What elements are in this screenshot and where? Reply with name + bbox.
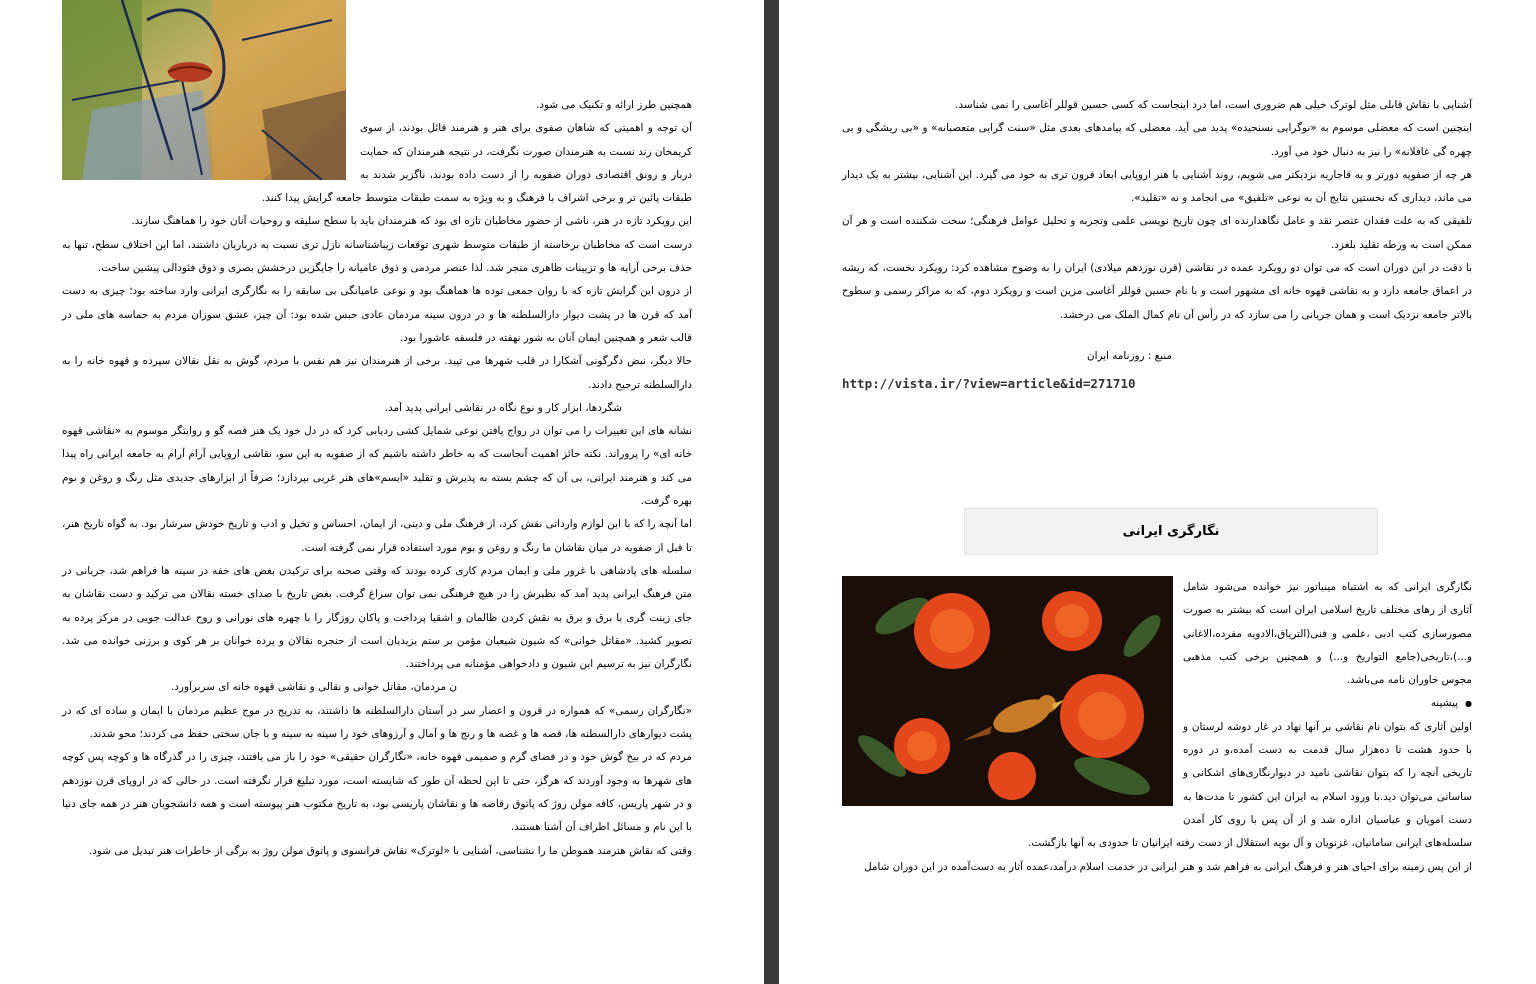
paragraph: نگارگری ایرانی که به اشتباه مینیاتور نیز خوانده می‌شود شامل آثاری از رهای مختلف تاریخ اسلامی ایران است که بیشتر به صورت مصورسازی کتب ادبی ،علمی و فنی(الترياق،الادويه مفرده،الاغانی و...)،تاریخی(جامع التواريخ و...) و همچنین برخی کتب مذهبی مجوس خاوران نامه می‌باشد. xyxy=(1183,581,1472,687)
paragraph: تلفیقی که به علت فقدان عنصر نقد و عامل نگاهدارنده ای چون تاریخ نویسی علمی وتجربه و تحلیل عوامل فرهنگی؛ سخت شکننده است و هر آن ممکن است به ورطه تقلید بلغزد. xyxy=(842,215,1472,251)
right-page-section-text xyxy=(842,576,1472,879)
left-page xyxy=(0,0,764,984)
paragraph: مردم که در بیخ گوش خود و در فضای گرم و صمیمی قهوه خانه، «نگارگران حقیقی» خود را باز می یافتند، چیزی را در گذرگاه ها و کوچه پس کوچه های شهرها به وجود آوردند که هرگز، حتی تا این لحظه آن طور که شایسته است، مورد تبلیغ قرار نگرفته است. در حالی که در اروپای قرن نوزدهم و در شهر پاریس، کافه مولن روژ که پاتوق رقاصه ها و نقاشان پاریسی بود، به تاریخ مکتوب هنر پیوسته است و همه دانشجویان هنر در همه جای دنیا با این نام و مسائل اطراف آن آشنا هستند. xyxy=(62,751,692,834)
section-heading: نگارگری ایرانی xyxy=(964,508,1378,555)
paragraph: وقتی که نقاش هنرمند هموطن ما را نشناسی، آشنایی با «لوترک» نقاش فرانسوی و پاتوق مولن روژ به برگی از خاطرات هنر تبدیل می شود. xyxy=(89,844,692,857)
paragraph: آشنایی با نقاش قابلی مثل لوترک خیلی هم ضروری است، اما درد اینجاست که کسی حسین قوللر آغاسی را نمی شناسد. xyxy=(955,99,1472,111)
paragraph: سلسله های پادشاهی با غرور ملی و ایمان مردم کاری کرده بودند که وقتی صحنه برای ترکیدن بغض های خفه در سینه ها فراهم شد، جریانی در متن فرهنگ ایرانی پدید آمد که نظیرش را در هیچ فرهنگی نمی توان سراغ گرفت. بغض تاریخ با صدای خسته نقالان می ترکید و دست نقاشان به جای زینت گری با برق و برق به نقش کردن ظالمان و اشقیا پرداخت و پاکان روزگار را با چهره های نورانی و روح عدالت جویی در مرکز پرده به تصویر کشید. «مقاتل خوانی» که شیون شیعیان مؤمن بر ستم یزیدیان است از حنجره نقالان و پرده خوانان بر هر کوی و برزنی خوانده می شد. نگارگران نیز به ترسیم این شیون و دادخواهی مؤمنانه می پرداختند. xyxy=(62,564,692,671)
page-gutter xyxy=(764,0,779,984)
bullet-item: ● پیشینه xyxy=(842,692,1472,715)
source-credit: منبع : روزنامه ایران xyxy=(1086,349,1172,362)
persian-flower-bird-painting xyxy=(842,576,1173,806)
paragraph: اینچنین است که معضلی موسوم به «نوگرایی نسنجیده» پدید می آید. معضلی که پیامدهای بعدی مثل «سنت گرایی متعصبانه» و «بی ریشگی و بی چهره گی غافلانه» را نیز به دنبال خود می آورد. xyxy=(842,122,1472,158)
right-page-text xyxy=(842,94,1472,396)
paragraph: با دقت در این دوران است که می توان دو رویکرد عمده در نقاشی (قرن نوزدهم میلادی) ایران را به وضوح مشاهده کرد: رویکرد نخست، که ریشه در اعماق جامعه دارد و به نقاشی قهوه خانه ای مشهور است و با نام حسین قوللر آغاسی مزین است و رویکرد دوم، که به مراکز رسمی و سطوح بالاتر جامعه نزدیک است و همان جریانی را می سازد که در رأس آن نام کمال الملک می درخشد. xyxy=(842,262,1472,321)
paragraph: شگردها، ابزار کار و نوع نگاه در نقاشی ایرانی پدید آمد. xyxy=(384,401,622,414)
paragraph: ن مردمان، مقاتل خوانی و نقالی و نقاشی قهوه خانه ای سربرآورد. xyxy=(171,681,457,694)
paragraph: درست است که مخاطبان برخاسته از طبقات متوسط شهری توقعات زیباشناسانه نازل تری نسبت به درباریان داشتند، اما این اختلاف سطح، تنها به حذف برخی آرایه ها و تزیینات ظاهری منجر شد. لذا عنصر مردمی و ذوق عامیانه را جایگزین درخشش بصری و ذوق فئودالی پیشین ساخت. xyxy=(62,238,692,275)
paragraph: این رویکرد تازه در هنر، ناشی از حضور مخاطبان تازه ای بود که هنرمندان باید با سطح سلیقه و روحیات آنان خود را هماهنگ سازند. xyxy=(131,215,692,228)
paragraph: اولین آثاری که بتوان نام نقاشی بر آنها نهاد در غار دوشه لرستان و با حدود هشت تا ده‌هزار سال قدمت به دست آمده،و در دوره تاریخی آنچه را که بتوان نقاشی نامید در دیوارنگاری‌های اشکانی و ساسانی می‌توان دید.با ورود اسلام به ایران این کشور تا مدت‌ها به دست امویان و عباسیان اداره شد و از آن پس با روی کار آمدن سلسله‌های ایرانی سامانیان، غزنویان و آل بویه استقلال از دست رفته ایرانیان تا حدودی به آنها بازگشت. xyxy=(1028,720,1472,850)
abstract-face-painting xyxy=(62,0,346,180)
paragraph: حالا دیگر، نبض دگرگونی آشکارا در قلب شهرها می تپید. برخی از هنرمندان نیز هم نفس با مردم، گوش به نقل نقالان سپرده و قهوه خانه را به دارالسلطنه ترجیح دادند. xyxy=(62,355,692,391)
paragraph: هر چه از صفویه دورتر و به قاجاریه نزدیکتر می شویم، روند آشنایی با هنر اروپایی ابعاد فرون تری به خود می گیرد. این آشنایی، بیشتر به یک دیدار می ماند، دیداری که نخستین نتایج آن به نوعی «تلفیق» می انجامد و نه «تقلید». xyxy=(842,168,1472,205)
source-url-link[interactable]: http://vista.ir/?view=article&id=271710 xyxy=(842,376,1136,392)
paragraph: همچنین طرز ارائه و تکنیک می شود. xyxy=(536,99,692,111)
paragraph: از درون این گرایش تازه که با روان جمعی توده ها هماهنگ بود و نوعی عامیانگی بی سابقه را به نگارگری ایرانی وارد ساخته بود؛ چیزی به دست آمد که قرن ها در پشت دیوار دارالسلطنه ها و در درون سینه مردمان عادی حبس شده بود: آن چیز، عشق سوزان مردم به حماسه های ملی در قالب شعر و همچنین ایمان آنان به شور نهفته در فلسفه عاشورا بود. xyxy=(62,285,692,344)
left-page-text xyxy=(62,94,692,863)
paragraph: آن توجه و اهمیتی که شاهان صفوی برای هنر و هنرمند قائل بودند، از سوی کریمخان زند نسبت به هنرمندان صورت نگرفت، در نتیجه هنرمندان که حمایت دربار و رونق اقتصادی دوران صفویه را از دست داده بودند، ناگزیر شدند به طبقات پائین تر و برخی اشراف با فرهنگ و به ویژه به سمت طبقات متوسط جامعه گرایش پیدا کنند. xyxy=(261,122,692,205)
paragraph: نشانه های این تغییرات را می توان در رواج یافتن نوعی شمایل کشی ردیابی کرد که در دل خود یک هنر قصه گو و روایتگر موسوم به «نقاشی قهوه خانه ای» را پروراند. نکته حائز اهمیت آنجاست که به خاطر داشته باشیم که از صفویه به این سو، نقاشی اروپایی آرام آرام به جامعه ایرانی راه پیدا می کند و هنرمند ایرانی، بی آن که چشم بسته به پذیرش و تقلید «ایسم»های هنر غربی بپردازد؛ صرفاً از ابزارهای جدیدی مثل رنگ و روغن و بوم بهره گرفت. xyxy=(62,425,692,508)
paragraph: اما آنچه را که با این لوازم وارداتی نقش کرد، از فرهنگ ملی و دینی، از ایمان، احساس و تخیل و ادب و تاریخ خودش سرشار بود. به گواه تاریخ هنر، تا قبل از صفویه در میان نقاشان ما رنگ و روغن و بوم مورد استفاده قرار نمی گرفته است. xyxy=(62,518,692,554)
paragraph: از این پس زمینه برای احیای هنر و فرهنگ ایرانی به فراهم شد و هنر ایرانی در خدمت اسلام درآمد،عمده آثار به دست‌آمده در این دوران شامل xyxy=(864,860,1472,873)
paragraph: «نگارگران رسمی» که همواره در قرون و اعصار سر در آستان دارالسلطنه ها داشتند، به تدریج در موج عظیم مردمان با ایمان و ساده ای که در پشت دیوارهای دارالسطنه ها، قصه ها و غصه ها و رنج ها و آمال و آرزوهای خود را سینه به سینه و با جان سختی حفظ می کردند؛ محو شدند. xyxy=(62,704,692,741)
